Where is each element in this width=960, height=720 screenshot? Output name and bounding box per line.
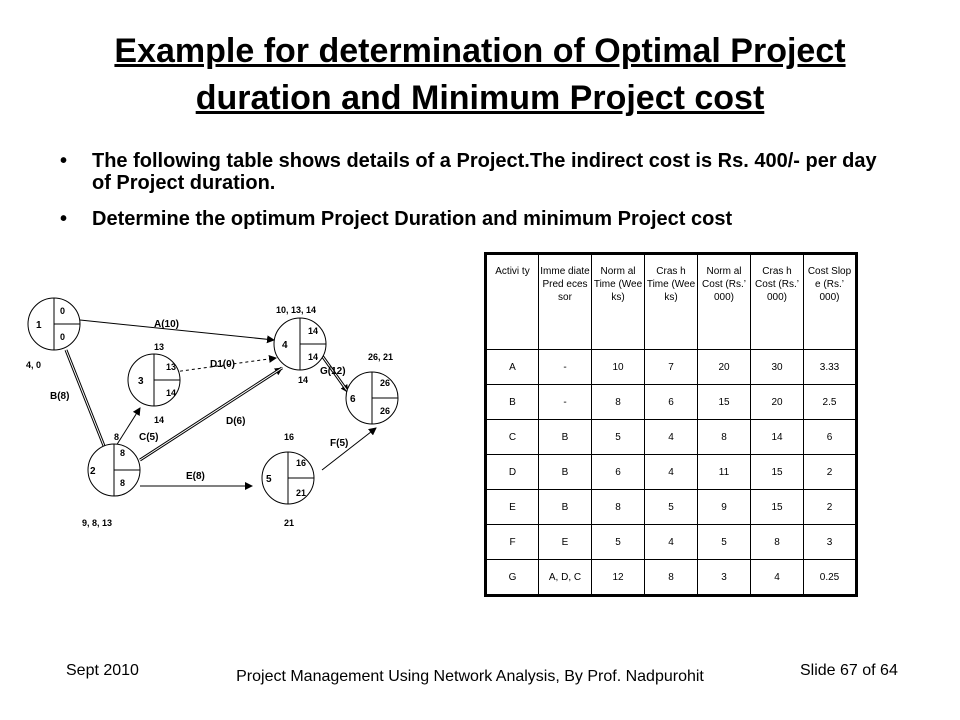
table-cell: 14 xyxy=(751,420,804,455)
node-6-top: 26 xyxy=(380,378,391,388)
footer-course-title: Project Management Using Network Analysis, By Prof. Nadpurohit xyxy=(236,668,704,685)
table-cell: 11 xyxy=(698,455,751,490)
node-3-id: 3 xyxy=(138,376,144,387)
table-cell: - xyxy=(539,350,592,385)
table-cell: E xyxy=(486,490,539,525)
table-cell: 8 xyxy=(698,420,751,455)
table-cell: A xyxy=(486,350,539,385)
table-cell: D xyxy=(486,455,539,490)
table-row xyxy=(486,560,857,596)
project-activity-table xyxy=(484,252,858,597)
header-normal-cost: Norm al Cost (Rs.’ 000) xyxy=(698,254,751,350)
table-header-row xyxy=(486,254,857,350)
table-cell: F xyxy=(486,525,539,560)
node-2-top: 8 xyxy=(120,448,126,458)
label-activity-d1: D1(0) xyxy=(210,359,236,370)
annot-node3-below: 14 xyxy=(154,415,165,425)
table-cell: 6 xyxy=(592,455,645,490)
table-cell: 6 xyxy=(645,385,698,420)
slide-title-line2: duration and Minimum Project cost xyxy=(195,79,765,117)
table-cell: 8 xyxy=(751,525,804,560)
header-activity: Activi ty xyxy=(486,254,539,350)
annot-node2-top: 8 xyxy=(114,432,120,442)
table-cell: 5 xyxy=(698,525,751,560)
header-predecessor: Imme diate Pred eces sor xyxy=(539,254,592,350)
node-6-id: 6 xyxy=(350,394,356,405)
label-activity-e: E(8) xyxy=(186,471,205,482)
node-2-bottom: 8 xyxy=(120,478,126,488)
arrow-f xyxy=(322,428,376,470)
annot-node3-above: 13 xyxy=(154,342,165,352)
table-cell: 0.25 xyxy=(804,560,857,596)
node-3-bottom: 14 xyxy=(166,388,177,398)
node-2 xyxy=(88,444,140,496)
node-3-top: 13 xyxy=(166,362,177,372)
table-cell: 8 xyxy=(645,560,698,596)
table-cell: B xyxy=(539,455,592,490)
node-6 xyxy=(346,372,398,424)
table-cell: 7 xyxy=(645,350,698,385)
table-cell: 9 xyxy=(698,490,751,525)
table-cell: B xyxy=(539,420,592,455)
table-cell: 8 xyxy=(592,385,645,420)
bullet-dot: • xyxy=(60,208,68,230)
table-cell: 30 xyxy=(751,350,804,385)
table-cell: A, D, C xyxy=(539,560,592,596)
table-cell: B xyxy=(486,385,539,420)
annot-node5-above: 16 xyxy=(284,432,295,442)
annot-node1-side: 4, 0 xyxy=(26,360,42,370)
node-4-top: 14 xyxy=(308,326,319,336)
table-cell: 10 xyxy=(592,350,645,385)
footer-slide-number: Slide 67 of 64 xyxy=(800,662,898,679)
table-row xyxy=(486,455,857,490)
header-crash-cost: Cras h Cost (Rs.’ 000) xyxy=(751,254,804,350)
table-cell: 5 xyxy=(592,525,645,560)
table-cell: 20 xyxy=(751,385,804,420)
table-cell: 20 xyxy=(698,350,751,385)
table-cell: E xyxy=(539,525,592,560)
table-cell: 3.33 xyxy=(804,350,857,385)
label-activity-a: A(10) xyxy=(154,319,180,330)
annot-node6-above: 26, 21 xyxy=(368,352,394,362)
table-cell: 3 xyxy=(698,560,751,596)
table-row xyxy=(486,490,857,525)
table-cell: 3 xyxy=(804,525,857,560)
label-activity-c: C(5) xyxy=(139,432,159,443)
table-cell: 4 xyxy=(645,525,698,560)
node-1 xyxy=(28,298,80,350)
table-cell: B xyxy=(539,490,592,525)
footer-date: Sept 2010 xyxy=(66,662,139,679)
label-activity-d: D(6) xyxy=(226,416,246,427)
node-1-top: 0 xyxy=(60,306,66,316)
node-1-id: 1 xyxy=(36,320,42,331)
node-5-top: 16 xyxy=(296,458,307,468)
table-cell: 2 xyxy=(804,490,857,525)
table-cell: 15 xyxy=(751,455,804,490)
node-2-id: 2 xyxy=(90,466,96,477)
table-row xyxy=(486,420,857,455)
arrow-b-inner xyxy=(66,350,108,456)
header-crash-time: Cras h Time (Wee ks) xyxy=(645,254,698,350)
node-3 xyxy=(128,354,180,406)
node-5-bottom: 21 xyxy=(296,488,307,498)
node-1-bottom: 0 xyxy=(60,332,66,342)
annot-node2-below: 9, 8, 13 xyxy=(82,518,113,528)
table-cell: 4 xyxy=(645,455,698,490)
table-cell: C xyxy=(486,420,539,455)
header-normal-time: Norm al Time (Wee ks) xyxy=(592,254,645,350)
node-4-bottom: 14 xyxy=(308,352,319,362)
table-cell: 5 xyxy=(645,490,698,525)
label-activity-b: B(8) xyxy=(50,391,70,402)
bullet-text: The following table shows details of a Project.The indirect cost is Rs. 400/- per day of Project duration. xyxy=(92,150,877,194)
table-cell: 15 xyxy=(698,385,751,420)
bullet-dot: • xyxy=(60,150,68,172)
annot-node5-below: 21 xyxy=(284,518,295,528)
table-cell: 2 xyxy=(804,455,857,490)
table-row xyxy=(486,385,857,420)
arrow-c xyxy=(116,408,140,446)
table-cell: - xyxy=(539,385,592,420)
table-cell: 8 xyxy=(592,490,645,525)
table-cell: 5 xyxy=(592,420,645,455)
table-row xyxy=(486,350,857,385)
annot-node4-below: 14 xyxy=(298,375,309,385)
bullet-text: Determine the optimum Project Duration and minimum Project cost xyxy=(92,208,733,230)
table-cell: 2.5 xyxy=(804,385,857,420)
label-activity-g: G(12) xyxy=(320,366,346,377)
node-4-id: 4 xyxy=(282,340,288,351)
table-cell: 4 xyxy=(751,560,804,596)
node-5-id: 5 xyxy=(266,474,272,485)
header-cost-slope: Cost Slop e (Rs.’ 000) xyxy=(804,254,857,350)
slide-title-line1: Example for determination of Optimal Project xyxy=(114,32,846,70)
table-cell: 6 xyxy=(804,420,857,455)
label-activity-f: F(5) xyxy=(330,438,349,449)
node-4 xyxy=(274,318,326,370)
table-cell: G xyxy=(486,560,539,596)
table-cell: 4 xyxy=(645,420,698,455)
table-cell: 12 xyxy=(592,560,645,596)
node-6-bottom: 26 xyxy=(380,406,391,416)
annot-node4-above: 10, 13, 14 xyxy=(276,305,317,315)
table-row xyxy=(486,525,857,560)
node-5 xyxy=(262,452,314,504)
table-cell: 15 xyxy=(751,490,804,525)
